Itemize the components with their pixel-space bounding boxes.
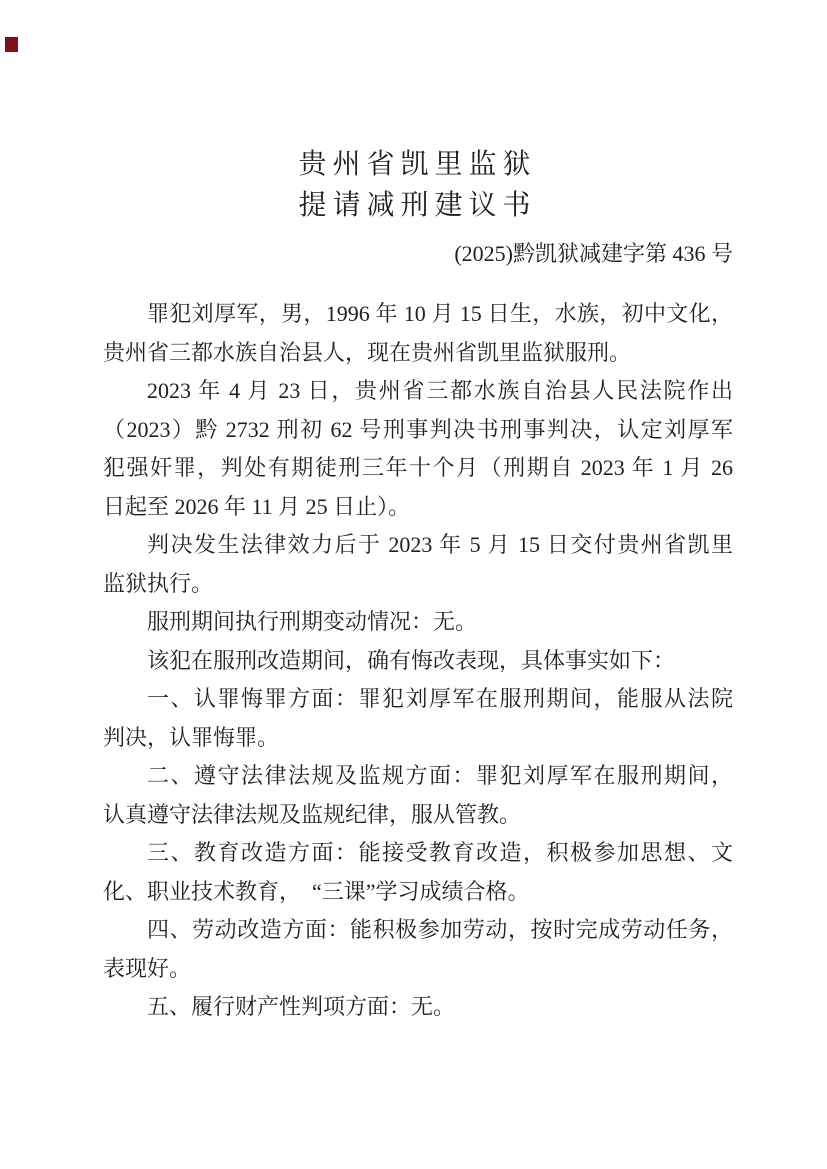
body-line: 2023 年 4 月 23 日，贵州省三都水族自治县人民法院作出 <box>147 378 733 403</box>
body-line: 判决发生法律效力后于 2023 年 5 月 15 日交付贵州省凯里 <box>147 532 733 557</box>
body-line: 三、教育改造方面：能接受教育改造，积极参加思想、文 <box>147 840 733 865</box>
body-line: 日起至 2026 年 11 月 25 日止）。 <box>103 493 411 519</box>
document-body <box>103 295 733 1027</box>
body-line: 服刑期间执行刑期变动情况：无。 <box>147 609 478 634</box>
body-line: 四、劳动改造方面：能积极参加劳动，按时完成劳动任务， <box>147 917 733 942</box>
doc-number: (2025)黔凯狱减建字第 436 号 <box>454 241 733 266</box>
body-line: 判决，认罪悔罪。 <box>103 724 280 750</box>
body-line: （2023）黔 2732 刑初 62 号刑事判决书刑事判决，认定刘厚军 <box>103 416 733 442</box>
body-line: 监狱执行。 <box>103 570 214 596</box>
body-line: 犯强奸罪，判处有期徒刑三年十个月（刑期自 2023 年 1 月 26 <box>103 455 733 480</box>
body-line: 罪犯刘厚军，男，1996 年 10 月 15 日生，水族，初中文化， <box>147 301 733 326</box>
corner-stamp-mark <box>5 37 18 52</box>
body-line: 认真遵守法律法规及监规纪律，服从管教。 <box>103 801 522 827</box>
body-line: 二、遵守法律法规及监规方面：罪犯刘厚军在服刑期间， <box>147 763 733 788</box>
body-line: 该犯在服刑改造期间，确有悔改表现，具体事实如下： <box>147 647 676 673</box>
body-line: 化、职业技术教育， “三课”学习成绩合格。 <box>103 878 530 904</box>
body-line: 表现好。 <box>103 955 192 981</box>
body-line: 贵州省三都水族自治县人，现在贵州省凯里监狱服刑。 <box>103 339 632 365</box>
body-line: 一、认罪悔罪方面：罪犯刘厚军在服刑期间，能服从法院 <box>147 686 733 711</box>
document-header <box>0 144 827 226</box>
org-title: 贵州省凯里监狱 <box>298 149 537 180</box>
doc-title: 提请减刑建议书 <box>298 190 537 221</box>
body-line: 五、履行财产性判项方面：无。 <box>147 994 456 1019</box>
